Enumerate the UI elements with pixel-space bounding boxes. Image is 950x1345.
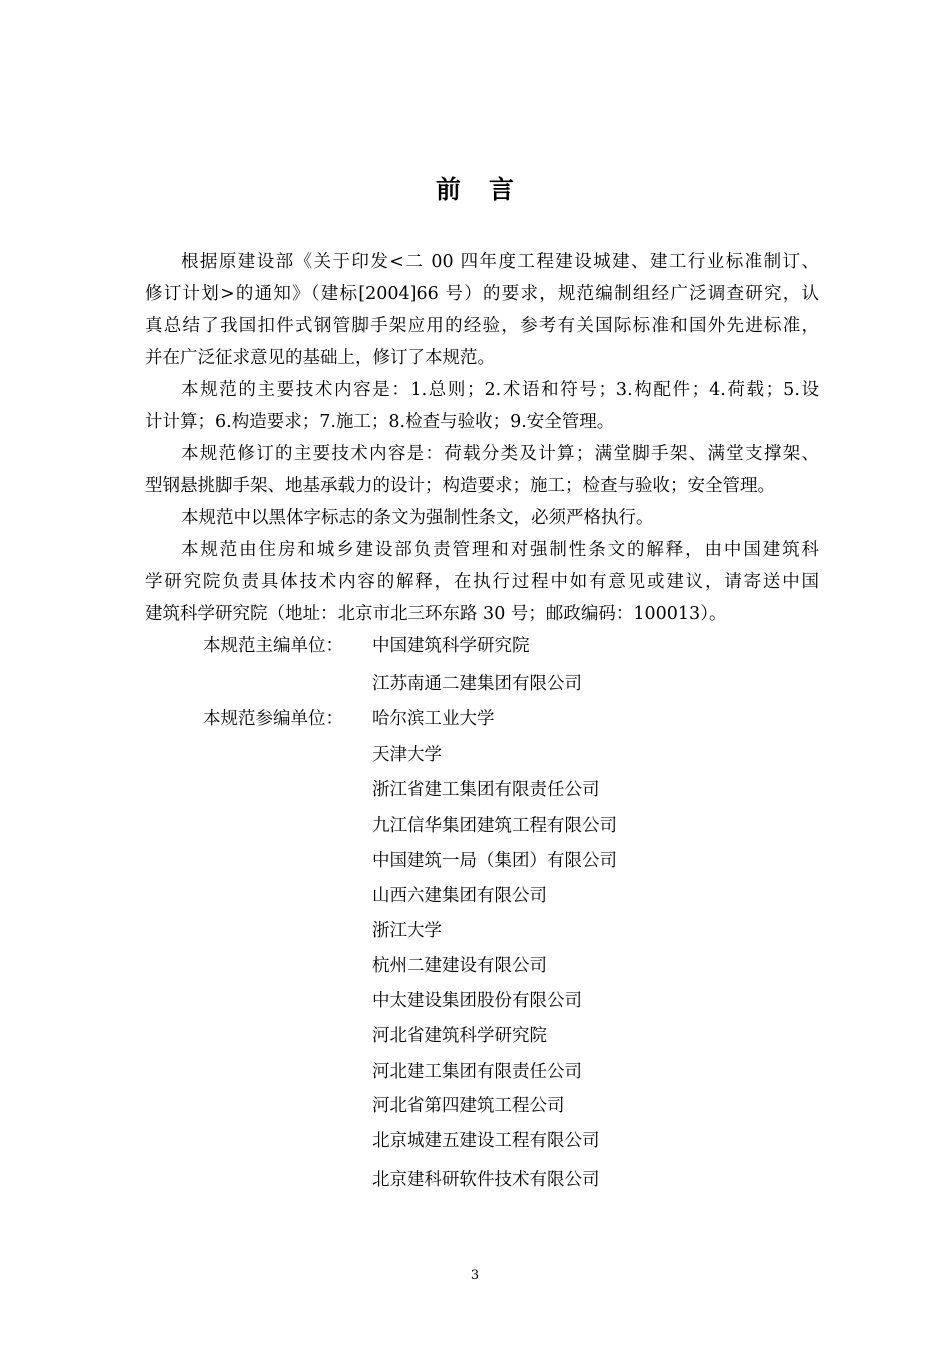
preface-body	[145, 246, 819, 630]
participant-unit: 山西六建集团有限公司	[372, 886, 547, 906]
participant-unit: 天津大学	[372, 745, 442, 765]
paragraph-line: 真总结了我国扣件式钢管脚手架应用的经验，参考有关国际标准和国外先进标准，	[145, 316, 819, 336]
participant-unit: 河北省第四建筑工程公司	[372, 1096, 565, 1116]
participant-unit: 浙江大学	[372, 921, 442, 941]
participant-unit: 中太建设集团股份有限公司	[372, 991, 582, 1011]
paragraph-line: 学研究院负责具体技术内容的解释，在执行过程中如有意见或建议，请寄送中国	[145, 572, 819, 592]
participant-unit: 九江信华集团建筑工程有限公司	[372, 816, 617, 836]
participant-unit: 浙江省建工集团有限责任公司	[372, 780, 600, 800]
paragraph-line: 本规范修订的主要技术内容是：荷载分类及计算；满堂脚手架、满堂支撑架、	[181, 444, 819, 464]
participant-unit: 哈尔滨工业大学	[372, 709, 495, 729]
participant-unit: 河北建工集团有限责任公司	[372, 1062, 582, 1082]
page-number: 3	[470, 1268, 480, 1283]
chief-unit: 江苏南通二建集团有限公司	[372, 674, 582, 694]
participant-unit: 杭州二建建设有限公司	[372, 956, 547, 976]
paragraph-line: 本规范中以黑体字标志的条文为强制性条文，必须严格执行。	[181, 508, 654, 528]
paragraph-line: 本规范由住房和城乡建设部负责管理和对强制性条文的解释，由中国建筑科	[181, 540, 819, 560]
paragraph-line: 并在广泛征求意见的基础上，修订了本规范。	[145, 348, 495, 368]
paragraph-line: 根据原建设部《关于印发<二 00 四年度工程建设城建、建工行业标准制订、	[181, 252, 819, 272]
paragraph-line: 建筑科学研究院（地址：北京市北三环东路 30 号；邮政编码：100013）。	[145, 604, 727, 624]
paragraph-line: 修订计划>的通知》（建标[2004]66 号）的要求，规范编制组经广泛调查研究，认	[145, 284, 819, 304]
participant-unit: 北京建科研软件技术有限公司	[372, 1170, 600, 1190]
page-title: 前言	[435, 175, 542, 204]
participant-label: 本规范参编单位：	[203, 709, 343, 729]
paragraph-line: 型钢悬挑脚手架、地基承载力的设计；构造要求；施工；检查与验收；安全管理。	[145, 476, 775, 496]
participant-unit: 河北省建筑科学研究院	[372, 1026, 547, 1046]
chief-unit: 中国建筑科学研究院	[372, 636, 530, 656]
participant-unit: 北京城建五建设工程有限公司	[372, 1131, 600, 1151]
chief-editor-label: 本规范主编单位：	[203, 636, 343, 656]
paragraph-line: 本规范的主要技术内容是：1.总则；2.术语和符号；3.构配件；4.荷载；5.设	[181, 380, 819, 400]
participant-unit: 中国建筑一局（集团）有限公司	[372, 851, 617, 871]
paragraph-line: 计计算；6.构造要求；7.施工；8.检查与验收；9.安全管理。	[145, 412, 615, 432]
